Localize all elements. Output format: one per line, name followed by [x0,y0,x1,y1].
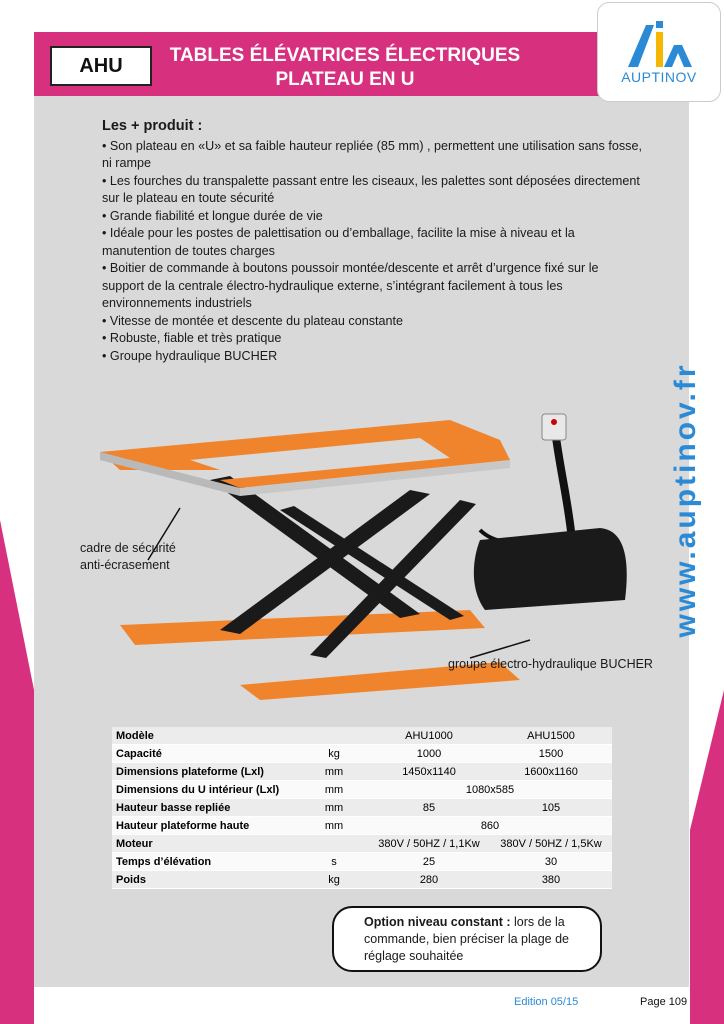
table-row [112,727,612,745]
spec-unit: s [300,853,368,871]
spec-label: Hauteur plateforme haute [112,817,300,835]
spec-table [112,727,612,889]
spec-value: 280 [368,871,490,889]
spec-label: Poids [112,871,300,889]
spec-label: Capacité [112,745,300,763]
title-line1: TABLES ÉLÉVATRICES ÉLECTRIQUES [169,45,521,66]
spec-value: 380V / 50HZ / 1,5Kw [490,835,612,853]
model-code-badge: AHU [50,46,152,86]
auptinov-logo [597,2,721,102]
spec-value: 85 [368,799,490,817]
spec-label: Moteur [112,835,300,853]
feature-item: • Robuste, fiable et très pratique [102,331,282,345]
callout-hydraulic-group: groupe électro-hydraulique BUCHER [448,657,653,671]
spec-value: 25 [368,853,490,871]
pink-band-left [0,700,34,1024]
callout-frame-line1: cadre de sécurité [80,541,176,555]
spec-label: Modèle [112,727,300,745]
spec-value: AHU1500 [490,727,612,745]
spec-value: 860 [368,817,612,835]
spec-value: 1600x1160 [490,763,612,781]
website-url: www.auptinov.fr [669,362,702,638]
spec-value: 1080x585 [368,781,612,799]
spec-value: 1000 [368,745,490,763]
edition-label: Edition 05/15 [514,996,579,1008]
spec-unit [300,727,368,745]
spec-value: 30 [490,853,612,871]
table-row [112,763,612,781]
spec-value: 380V / 50HZ / 1,1Kw [368,835,490,853]
feature-item: • Son plateau en «U» et sa faible hauteur repliée (85 mm) , permettent une utilisation sans fosse, ni rampe [102,138,642,170]
table-row [112,799,612,817]
spec-value: 105 [490,799,612,817]
callout-safety-frame [80,540,176,574]
page-title [160,44,530,92]
table-row [112,835,612,853]
spec-value: 1500 [490,745,612,763]
spec-unit: mm [300,781,368,799]
spec-label: Dimensions du U intérieur (Lxl) [112,781,300,799]
page-number: Page 109 [640,996,688,1008]
feature-item: • Idéale pour les postes de palettisation ou d’emballage, facilite la mise à niveau et la manutention de toutes charges [102,226,575,258]
spec-value: 380 [490,871,612,889]
spec-value: 1450x1140 [368,763,490,781]
table-row [112,853,612,871]
table-row [112,817,612,835]
feature-item: • Grande fiabilité et longue durée de vie [102,208,323,223]
feature-item: • Groupe hydraulique BUCHER [102,348,278,363]
spec-unit: kg [300,871,368,889]
feature-item: • Vitesse de montée et descente du plateau constante [102,313,404,328]
spec-unit: mm [300,817,368,835]
spec-unit: mm [300,799,368,817]
spec-unit: mm [300,763,368,781]
table-row [112,781,612,799]
logo-text: AUPTINOV [621,69,697,85]
spec-unit [300,835,368,853]
spec-unit: kg [300,745,368,763]
pink-band-right [690,830,724,1024]
callout-frame-line2: anti-écrasement [80,558,170,572]
features-heading: Les + produit : [102,118,203,134]
auptinov-logo-icon [620,17,700,69]
pink-corner-right [690,690,724,830]
option-box [332,906,602,972]
option-text: lors de la commande, bien préciser la plage de réglage souhaitée [364,915,569,963]
feature-item: • Boitier de commande à boutons poussoir montée/descente et arrêt d’urgence fixé sur le support de la centrale électro-hydraulique externe, s’intégrant facilement à tous les environnements industriels [102,261,599,310]
spec-label: Dimensions plateforme (Lxl) [112,763,300,781]
features-list [102,118,642,365]
table-row [112,745,612,763]
option-title: Option niveau constant : [364,915,511,929]
spec-label: Temps d’élévation [112,853,300,871]
table-row [112,871,612,889]
spec-value: AHU1000 [368,727,490,745]
title-line2: PLATEAU EN U [275,69,415,90]
feature-item: • Les fourches du transpalette passant entre les ciseaux, les palettes sont déposées directement sur le plateau en toute sécurité [102,173,640,205]
spec-label: Hauteur basse repliée [112,799,300,817]
